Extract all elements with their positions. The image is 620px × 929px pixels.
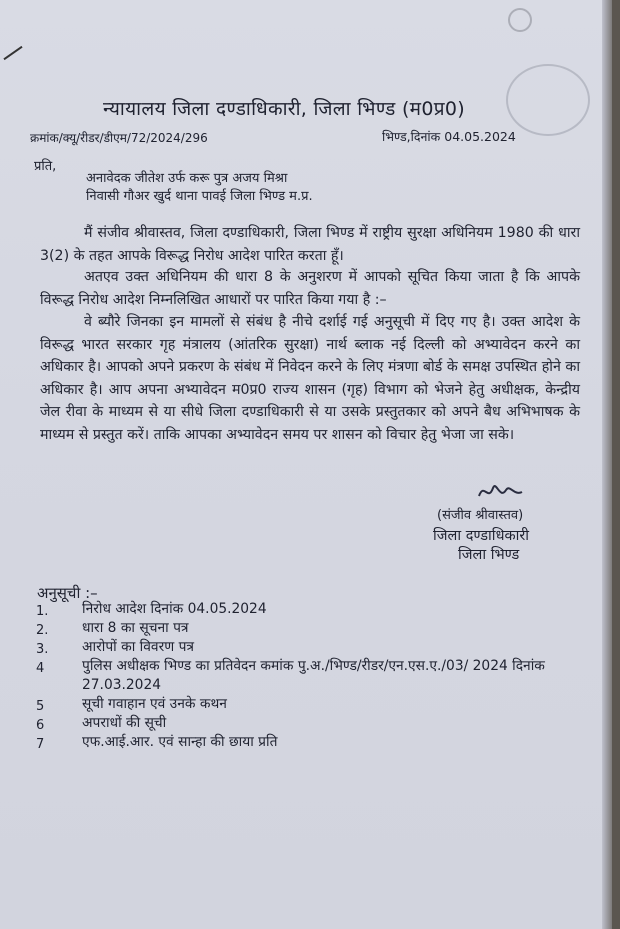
body-paragraph-2: अतएव उक्त अधिनियम की धारा 8 के अनुशरण में आपको सूचित किया जाता है कि आपके विरूद्ध निरोध आदेश निम्नलिखित आधारों पर पारित किया गया है :– (40, 269, 580, 308)
annex-item-text: सूची गवाहान एवं उनके कथन (82, 696, 227, 712)
body-paragraph-1: मैं संजीव श्रीवास्तव, जिला दण्डाधिकारी, जिला भिण्ड में राष्ट्रीय सुरक्षा अधिनियम 1980 की धारा 3(2) के तहत आपके विरूद्ध निरोध आदेश पारित करता हूँ। (40, 225, 580, 264)
annex-item (36, 695, 576, 714)
annex-list (36, 600, 576, 752)
annex-item (36, 714, 576, 733)
annex-item-number: 4 (36, 661, 45, 676)
signatory-place: जिला भिण्ड (458, 547, 520, 563)
annex-item-text: आरोपों का विवरण पत्र (82, 639, 195, 655)
signature-icon (476, 478, 526, 506)
annex-item-number: 6 (36, 718, 45, 733)
place-date: भिण्ड,दिनांक 04.05.2024 (382, 129, 516, 144)
annex-item (36, 733, 576, 752)
annex-item (36, 619, 576, 638)
annex-item-text: पुलिस अधीक्षक भिण्ड का प्रतिवेदन कमांक पु.अ./भिण्ड/रीडर/एन.एस.ए./03/ 2024 दिनांक 27.03.2024 (82, 658, 545, 693)
annex-item-text: अपराधों की सूची (82, 715, 167, 731)
annex-item-number: 2. (36, 623, 49, 638)
reference-number: क्रमांक/क्यू/रीडर/डीएम/72/2024/296 (30, 131, 208, 145)
annex-item (36, 638, 576, 657)
annex-item (36, 657, 602, 695)
annex-item-text: निरोध आदेश दिनांक 04.05.2024 (82, 601, 267, 617)
document-title: न्यायालय जिला दण्डाधिकारी, जिला भिण्ड (म0प्र0) (103, 98, 465, 120)
annex-heading: अनुसूची :– (37, 584, 98, 602)
office-seal (506, 64, 590, 136)
pencil-mark (3, 46, 22, 60)
addressee-line-1: अनावेदक जीतेश उर्फ करू पुत्र अजय मिश्रा (86, 171, 288, 186)
to-label: प्रति, (34, 159, 57, 174)
corner-mark (508, 8, 532, 32)
annex-item-number: 7 (36, 737, 45, 752)
signatory-title: जिला दण्डाधिकारी (433, 528, 530, 544)
addressee-line-2: निवासी गौअर खुर्द थाना पावई जिला भिण्ड म.प्र. (86, 189, 313, 204)
body-paragraph-3: वे ब्यौरे जिनका इन मामलों से संबंध है नीचे दर्शाई गई अनुसूची में दिए गए है। उक्त आदेश के विरूद्ध भारत सरकार गृह मंत्रालय (आंतरिक सुरक्षा) नार्थ ब्लाक नई दिल्ली को अभ्यावेदन करने का अधिकार है। आपको अपने प्रकरण के संबंध में निवेदन करने के लिए मंत्रणा बोर्ड के समक्ष उपस्थित होने का अधिकार है। आप अपना अभ्यावेदन म0प्र0 राज्य शासन (गृह) विभाग को भेजने हेतु अधीक्षक, केन्द्रीय जेल रीवा के माध्यम से या सीधे जिला दण्डाधिकारी से या उसके प्रस्तुतकार को अपने बैध अभिभाषक के माध्यम से प्रस्तुत करें। ताकि आपका अभ्यावेदन समय पर शासन को विचार हेतु भेजा जा सके। (40, 314, 580, 443)
annex-item (36, 600, 576, 619)
annex-item-text: एफ.आई.आर. एवं सान्हा की छाया प्रति (82, 734, 278, 750)
annex-item-number: 5 (36, 699, 45, 714)
annex-item-text: धारा 8 का सूचना पत्र (82, 620, 189, 636)
annex-item-number: 1. (36, 604, 49, 619)
signatory-name: (संजीव श्रीवास्तव) (437, 508, 524, 523)
annex-item-number: 3. (36, 642, 49, 657)
paper-edge (602, 0, 612, 929)
